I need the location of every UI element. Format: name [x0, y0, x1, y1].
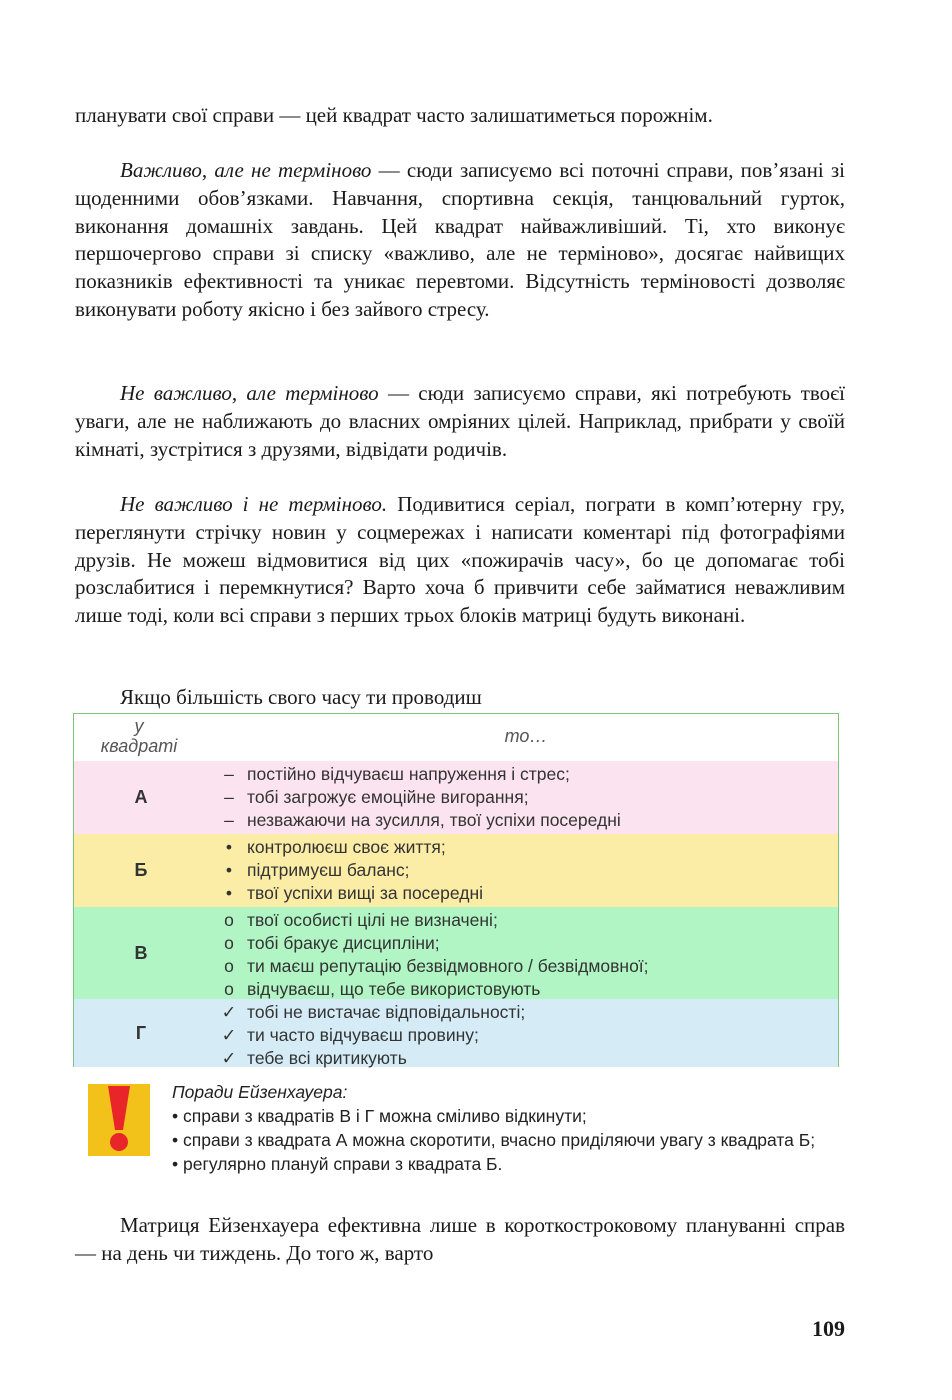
list-item-text: постійно відчуваєш напруження і стрес;	[247, 764, 570, 784]
header-consequence: то…	[504, 726, 548, 746]
bullet-marker: –	[224, 810, 234, 830]
advice-item: • справи з квадрата А можна скоротити, вчасно приділяючи увагу з квадрата Б;	[172, 1130, 816, 1150]
list-item-text: ти часто відчуваєш провину;	[247, 1025, 479, 1045]
header-quadrant: у квадраті	[100, 716, 178, 756]
table-row	[74, 761, 838, 834]
bullet-marker: o	[224, 910, 234, 930]
bullet-marker: ✓	[221, 1002, 237, 1022]
term-not-important-not-urgent: Не важливо і не терміново.	[120, 492, 388, 516]
bullet-marker: o	[224, 933, 234, 953]
list-item-text: твої особисті цілі не визначені;	[247, 910, 498, 930]
list-item-text: тобі загрожує емоційне вигорання;	[247, 787, 529, 807]
bullet-marker: –	[224, 787, 234, 807]
consequence-list	[219, 1001, 525, 1070]
list-item	[219, 1047, 525, 1070]
term-not-important-urgent: Не важливо, але терміново	[120, 381, 379, 405]
table-row	[74, 834, 838, 907]
list-item	[219, 786, 621, 809]
paragraph-intro: планувати свої справи — цей квадрат часто залишатиметься порожнім.	[75, 103, 713, 127]
list-item	[219, 955, 649, 978]
quadrant-label: А	[134, 787, 148, 807]
list-item-text: ти маєш репутацію безвідмовного / безвідмовної;	[247, 956, 649, 976]
list-item	[219, 763, 621, 786]
advice-title: Поради Ейзенхауера:	[172, 1082, 348, 1102]
table-row	[74, 907, 838, 999]
bullet-marker: •	[225, 883, 233, 903]
list-item-text: тобі бракує дисципліни;	[247, 933, 440, 953]
bullet-marker: o	[224, 979, 234, 999]
list-item	[219, 1001, 525, 1024]
paragraph-text: Подивитися серіал, пограти в комп’ютерну гру, переглянути стрічку новин у соцмережах і написати коментарі під фотографіями друзів. Не можеш відмовитися від цих «пожирачів часу», бо це допомагає тобі розслабитися і перемкнутися? Варто хоча б привчити себе займатися неважливим лише тоді, коли всі справи з перших трьох блоків матриці будуть виконані.	[75, 492, 845, 628]
list-item	[219, 882, 483, 905]
bullet-marker: ✓	[221, 1025, 237, 1045]
bullet-marker: •	[225, 860, 233, 880]
quadrant-label: Б	[134, 860, 148, 880]
list-item	[219, 909, 649, 932]
consequence-list	[219, 836, 483, 905]
paragraph-not-important-urgent	[75, 380, 845, 463]
list-item-text: тебе всі критикують	[247, 1048, 407, 1068]
list-item-text: твої успіхи вищі за посередні	[247, 883, 484, 903]
list-item-text: незважаючи на зусилля, твої успіхи посередні	[247, 810, 621, 830]
advice-item: • справи з квадратів В і Г можна сміливо відкинути;	[172, 1106, 587, 1126]
consequence-list	[219, 763, 621, 832]
paragraph-text: — сюди записуємо всі поточні справи, пов’язані зі щоденними обов’язками. Навчання, спортивна секція, танцювальний гурток, виконання домашніх завдань. Цей квадрат найважливіший. Ті, хто виконує першочергово справи зі списку «важливо, але не терміново», досягає найвищих показників ефективності та уникає перевтоми. Відсутність терміновості дозволяє виконувати роботу якісно і без зайвого стресу.	[75, 158, 846, 321]
list-item	[219, 932, 649, 955]
list-item-text: тобі не вистачає відповідальності;	[247, 1002, 526, 1022]
list-item	[219, 836, 483, 859]
paragraph-not-important-not-urgent	[75, 491, 845, 630]
list-item-text: контролюєш своє життя;	[247, 837, 446, 857]
bullet-marker: o	[224, 956, 234, 976]
paragraph-text: — сюди записуємо справи, які потребують твоєї уваги, але не наближають до власних омріяних цілей. Наприклад, прибрати у своїй кімнаті, зустрітися з друзями, відвідати родичів.	[75, 381, 846, 461]
page-number: 109	[812, 1316, 845, 1341]
quadrant-label: Г	[135, 1022, 147, 1043]
advice-item: • регулярно плануй справи з квадрата Б.	[172, 1154, 503, 1174]
bullet-marker: –	[224, 764, 234, 784]
table-header	[74, 714, 838, 761]
table-row	[74, 999, 838, 1067]
list-item	[219, 1024, 525, 1047]
paragraph-conclusion: Матриця Ейзенхауера ефективна лише в короткостроковому плануванні справ — на день чи тиждень. До того ж, варто	[75, 1213, 845, 1265]
consequence-list	[219, 909, 649, 1001]
advice-block	[172, 1080, 832, 1176]
quadrant-label: В	[134, 942, 148, 963]
list-item-text: підтримуєш баланс;	[247, 860, 410, 880]
eisenhower-table	[73, 713, 839, 1067]
bullet-marker: •	[225, 837, 233, 857]
list-item	[219, 809, 621, 832]
table-lead-text: Якщо більшість свого часу ти проводиш	[120, 685, 482, 709]
paragraph-important-not-urgent	[75, 157, 845, 324]
list-item-text: відчуваєш, що тебе використовують	[247, 979, 541, 999]
term-important-not-urgent: Важливо, але не терміново	[120, 158, 372, 182]
bullet-marker: ✓	[221, 1048, 237, 1068]
list-item	[219, 859, 483, 882]
list-item	[219, 978, 649, 1001]
exclamation-icon	[88, 1084, 150, 1156]
